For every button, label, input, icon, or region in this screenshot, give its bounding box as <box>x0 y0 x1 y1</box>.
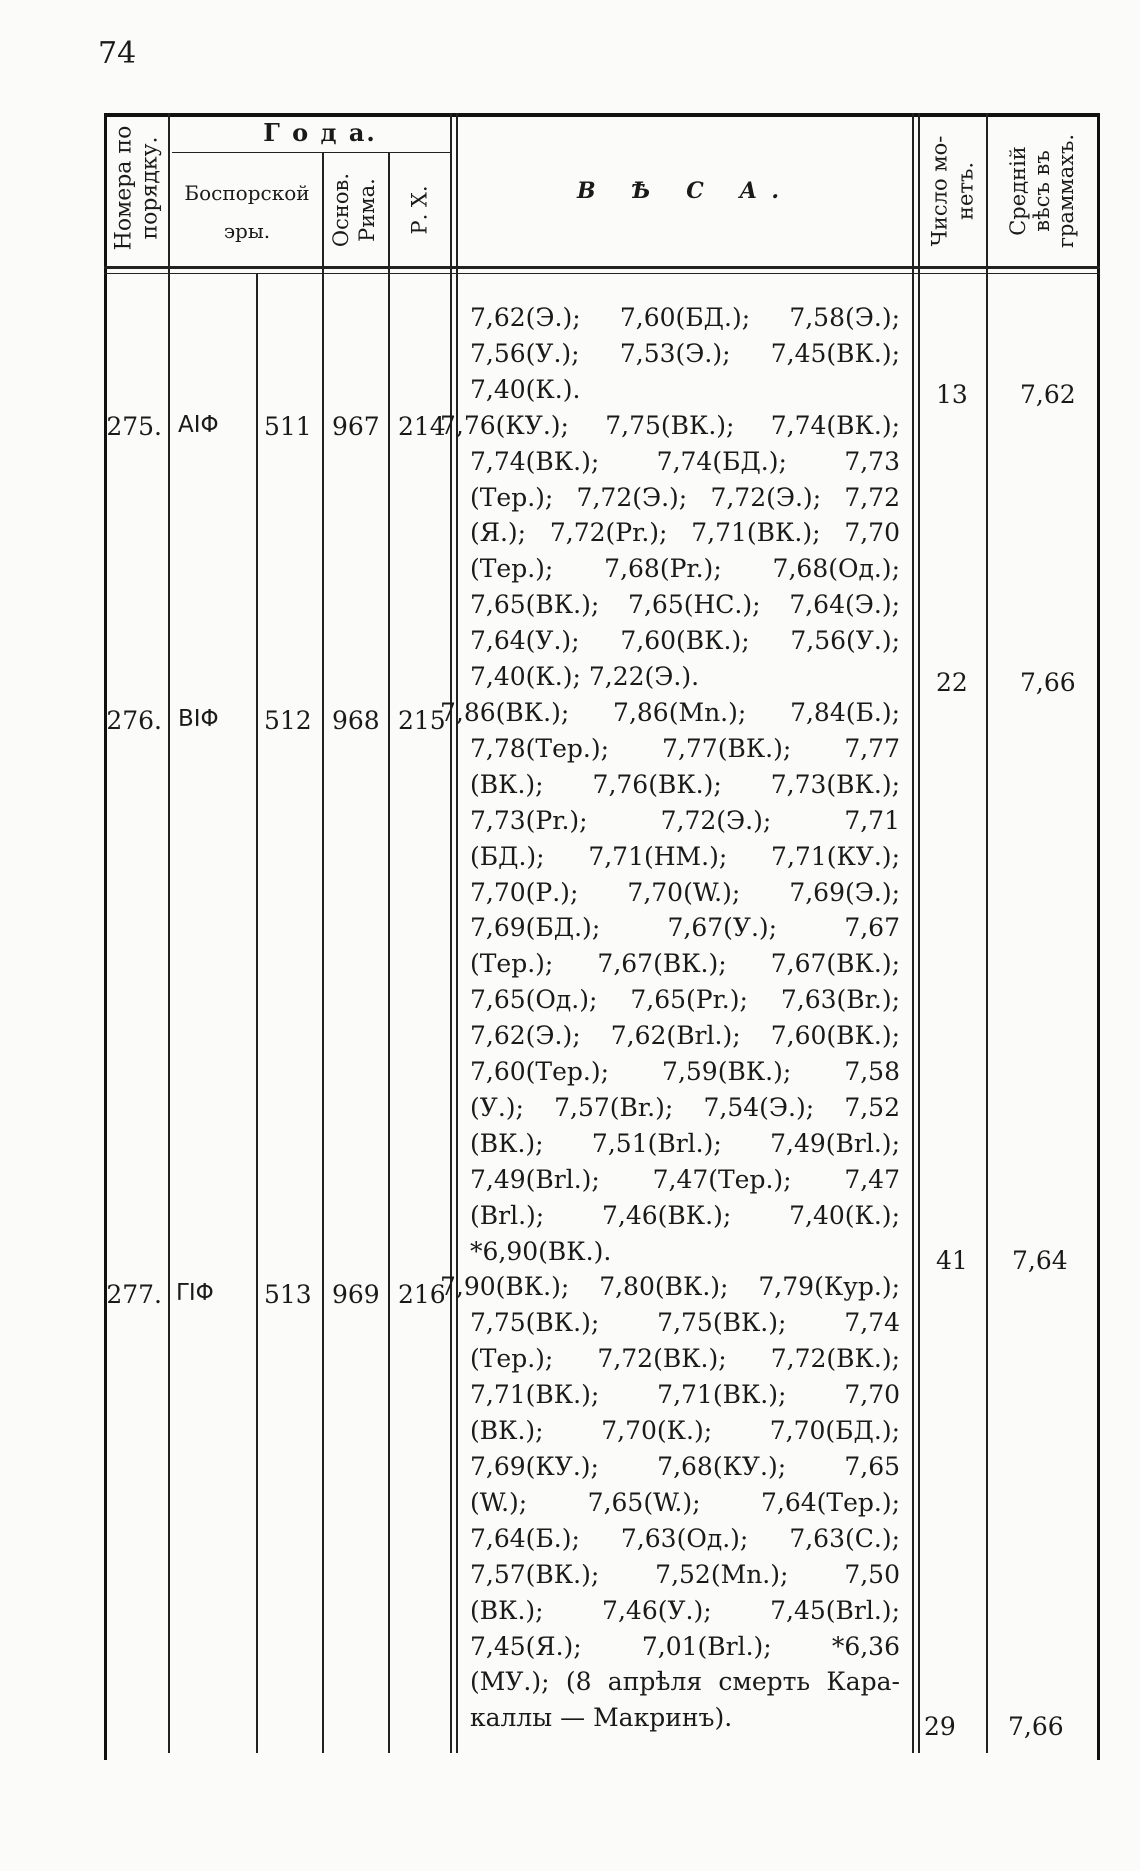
header-ad-text: Р. Х. <box>407 185 432 235</box>
row-276-rome: 968 <box>332 706 380 735</box>
header-rome-line2: Рима. <box>355 178 380 242</box>
row-276-bosporan: 512 <box>264 706 312 735</box>
row-277-era-letters: ΓΙΦ <box>176 1280 214 1306</box>
weights-line: 7,62(Э.); 7,60(БД.); 7,58(Э.); <box>470 303 900 332</box>
weights-line: (У.); 7,57(Br.); 7,54(Э.); 7,52 <box>470 1092 900 1122</box>
header-ad <box>390 160 450 260</box>
weights-line: 7,86(ВК.); 7,86(Mn.); 7,84(Б.); <box>440 697 900 727</box>
header-bosporan-era-line1: Боспорской <box>184 181 310 205</box>
weights-line: (Brl.); 7,46(ВК.); 7,40(К.); <box>470 1200 900 1230</box>
col-rule-5b <box>456 113 458 1753</box>
header-avg-line3: граммахъ. <box>1054 133 1079 248</box>
weights-line: 7,57(ВК.); 7,52(Mn.); 7,50 <box>470 1559 900 1589</box>
header-avg-line1: Средній <box>1006 145 1031 236</box>
weights-line: 7,65(Од.); 7,65(Pr.); 7,63(Br.); <box>470 985 900 1015</box>
header-coin-count <box>920 118 985 263</box>
header-avg-line2: вѣсъ въ <box>1030 149 1055 232</box>
weights-line: 7,49(Brl.); 7,47(Тер.); 7,47 <box>470 1164 900 1194</box>
weights-line: 7,64(Б.); 7,63(Од.); 7,63(С.); <box>470 1523 900 1553</box>
weights-line: 7,90(ВК.); 7,80(ВК.); 7,79(Кур.); <box>440 1272 900 1302</box>
weights-line: 7,69(КУ.); 7,68(КУ.); 7,65 <box>470 1452 900 1481</box>
weights-line: (W.); 7,65(W.); 7,64(Тер.); <box>470 1487 900 1517</box>
weights-line: (ВК.); 7,76(ВК.); 7,73(ВК.); <box>470 769 900 799</box>
summary-2-average: 7,66 <box>1020 668 1076 697</box>
header-rome-line1: Основ. <box>329 172 354 248</box>
header-bottom-rule <box>104 266 1100 269</box>
summary-3-count: 41 <box>936 1246 968 1275</box>
row-276-ad: 215 <box>398 706 446 735</box>
weights-line: 7,65(ВК.); 7,65(НС.); 7,64(Э.); <box>470 590 900 620</box>
header-coin-line2: нетъ. <box>953 161 978 220</box>
row-276-number: 276. <box>106 706 162 735</box>
row-277-ad: 216 <box>398 1280 446 1309</box>
weights-line: 7,73(Pr.); 7,72(Э.); 7,71 <box>470 805 900 835</box>
weights-line: 7,64(У.); 7,60(ВК.); 7,56(У.); <box>470 626 900 656</box>
header-order-no-line2: порядку. <box>137 136 163 240</box>
header-coin-line1: Число мо- <box>927 135 952 246</box>
col-rule-5a <box>450 113 452 1753</box>
weights-line: 7,75(ВК.); 7,75(ВК.); 7,74 <box>470 1308 900 1338</box>
weights-line: 7,74(ВК.); 7,74(БД.); 7,73 <box>470 446 900 476</box>
summary-3-average: 7,64 <box>1012 1246 1068 1275</box>
summary-4-average: 7,66 <box>1008 1712 1064 1741</box>
summary-1-count: 13 <box>936 380 968 409</box>
weights-line: 7,45(Я.); 7,01(Brl.); *6,36 <box>470 1631 900 1661</box>
weights-line: 7,40(К.); 7,22(Э.). <box>470 662 700 692</box>
col-rule-1 <box>168 113 170 1753</box>
weights-line: (Тер.); 7,68(Pr.); 7,68(Од.); <box>470 554 900 584</box>
weights-line: 7,69(БД.); 7,67(У.); 7,67 <box>470 913 900 943</box>
header-order-no <box>106 118 168 258</box>
row-275-era-letters: ΑΙΦ <box>178 412 219 438</box>
weights-line: 7,70(Р.); 7,70(W.); 7,69(Э.); <box>470 877 900 907</box>
summary-4-count: 29 <box>924 1712 956 1741</box>
summary-1-average: 7,62 <box>1020 380 1076 409</box>
weights-line: (Тер.); 7,67(ВК.); 7,67(ВК.); <box>470 949 900 979</box>
col-rule-6a <box>912 113 914 1753</box>
weights-line: каллы — Макринъ). <box>470 1703 733 1733</box>
header-avg-weight <box>992 118 1092 263</box>
header-bosporan-era-line2: эры. <box>223 219 271 243</box>
weights-line: (ВК.); 7,70(К.); 7,70(БД.); <box>470 1416 900 1446</box>
weights-line: 7,78(Тер.); 7,77(ВК.); 7,77 <box>470 733 900 763</box>
row-277-bosporan: 513 <box>264 1280 312 1309</box>
weights-text <box>440 300 900 1736</box>
col-rule-7 <box>986 113 988 1753</box>
col-rule-3 <box>322 152 324 1753</box>
row-275-number: 275. <box>106 412 162 441</box>
weights-line: 7,76(КУ.); 7,75(ВК.); 7,74(ВК.); <box>440 410 900 440</box>
weights-line: 7,40(К.). <box>470 374 581 404</box>
header-bosporan-era <box>172 174 322 250</box>
header-weights-title: В Ѣ С А. <box>576 178 794 204</box>
summary-2-count: 22 <box>936 668 968 697</box>
row-276-era-letters: ΒΙΦ <box>178 706 219 732</box>
weights-line: (ВК.); 7,51(Brl.); 7,49(Brl.); <box>470 1128 900 1158</box>
row-275-ad: 214 <box>398 412 446 441</box>
page-number: 74 <box>98 36 137 71</box>
weights-line: (Тер.); 7,72(Э.); 7,72(Э.); 7,72 <box>470 482 900 512</box>
row-277-rome: 969 <box>332 1280 380 1309</box>
weights-line: *6,90(ВК.). <box>470 1236 612 1266</box>
weights-line: (Я.); 7,72(Pr.); 7,71(ВК.); 7,70 <box>470 518 900 548</box>
weights-line: 7,60(Тер.); 7,59(ВК.); 7,58 <box>470 1057 900 1087</box>
row-275-rome: 967 <box>332 412 380 441</box>
weights-line: (МУ.); (8 апрѣля смерть Кара- <box>470 1667 900 1697</box>
weights-line: 7,56(У.); 7,53(Э.); 7,45(ВК.); <box>470 338 900 368</box>
weights-line: (ВК.); 7,46(У.); 7,45(Brl.); <box>470 1595 900 1625</box>
weights-line: (Тер.); 7,72(ВК.); 7,72(ВК.); <box>470 1344 900 1374</box>
col-rule-6b <box>918 113 920 1753</box>
col-rule-2 <box>256 274 258 1753</box>
weights-line: 7,71(ВК.); 7,71(ВК.); 7,70 <box>470 1380 900 1410</box>
weights-line: (БД.); 7,71(НМ.); 7,71(КУ.); <box>470 841 900 871</box>
col-rule-4 <box>388 152 390 1753</box>
header-years-underline <box>172 152 450 153</box>
header-bottom-rule-2 <box>104 273 1100 274</box>
header-founding-rome <box>322 160 387 260</box>
weights-line: 7,62(Э.); 7,62(Brl.); 7,60(ВК.); <box>470 1021 900 1051</box>
row-275-bosporan: 511 <box>264 412 312 441</box>
row-277-number: 277. <box>106 1280 162 1309</box>
header-years-title: Г о д а. <box>263 118 377 147</box>
header-order-no-line1: Номера по <box>111 125 137 251</box>
